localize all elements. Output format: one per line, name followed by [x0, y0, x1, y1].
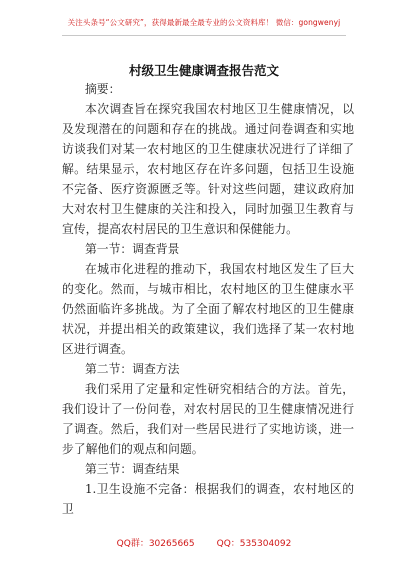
footer-qq-group: QQ群：30265665	[116, 539, 195, 549]
document-body	[62, 79, 354, 519]
section-2-heading: 第二节：调查方法	[85, 362, 180, 376]
section-1-heading: 第一节：调查背景	[85, 242, 180, 256]
abstract-paragraph: 本次调查旨在探究我国农村地区卫生健康情况，以及发现潜在的问题和存在的挑战。通过问卷调查和实地访谈我们对某一农村地区的卫生健康状况进行了详细了解。结果显示，农村地区存在许多问题，包括卫生设施不完备、医疗资源匮乏等。针对这些问题，建议政府加大对农村卫生健康的关注和投入，同时加强卫生教育与宣传，提高农村居民的卫生意识和保健能力。	[62, 102, 354, 236]
section-1-paragraph: 在城市化进程的推动下，我国农村地区发生了巨大的变化。然而，与城市相比，农村地区的卫生健康水平仍然面临许多挑战。为了全面了解农村地区的卫生健康状况，并提出相关的政策建议，我们选择了某一农村地区进行调查。	[62, 262, 354, 356]
document-title: 村级卫生健康调查报告范文	[128, 63, 279, 78]
header-banner: 关注头条号“公文研究”，获得最新最全最专业的公文资料库！ 微信：gongwenyj	[67, 18, 341, 27]
abstract-label: 摘要：	[85, 82, 121, 96]
section-3-heading: 第三节：调查结果	[85, 462, 180, 476]
footer-contacts	[0, 536, 408, 549]
footer-qq: QQ：535304092	[216, 539, 292, 549]
section-2-paragraph: 我们采用了定量和定性研究相结合的方法。首先，我们设计了一份问卷，对农村居民的卫生健康情况进行了调查。然后，我们对一些居民进行了实地访谈，进一步了解他们的观点和问题。	[62, 382, 354, 456]
header-divider	[62, 35, 346, 36]
section-3-item-1: 1.卫生设施不完备：根据我们的调查，农村地区的卫	[62, 482, 354, 516]
